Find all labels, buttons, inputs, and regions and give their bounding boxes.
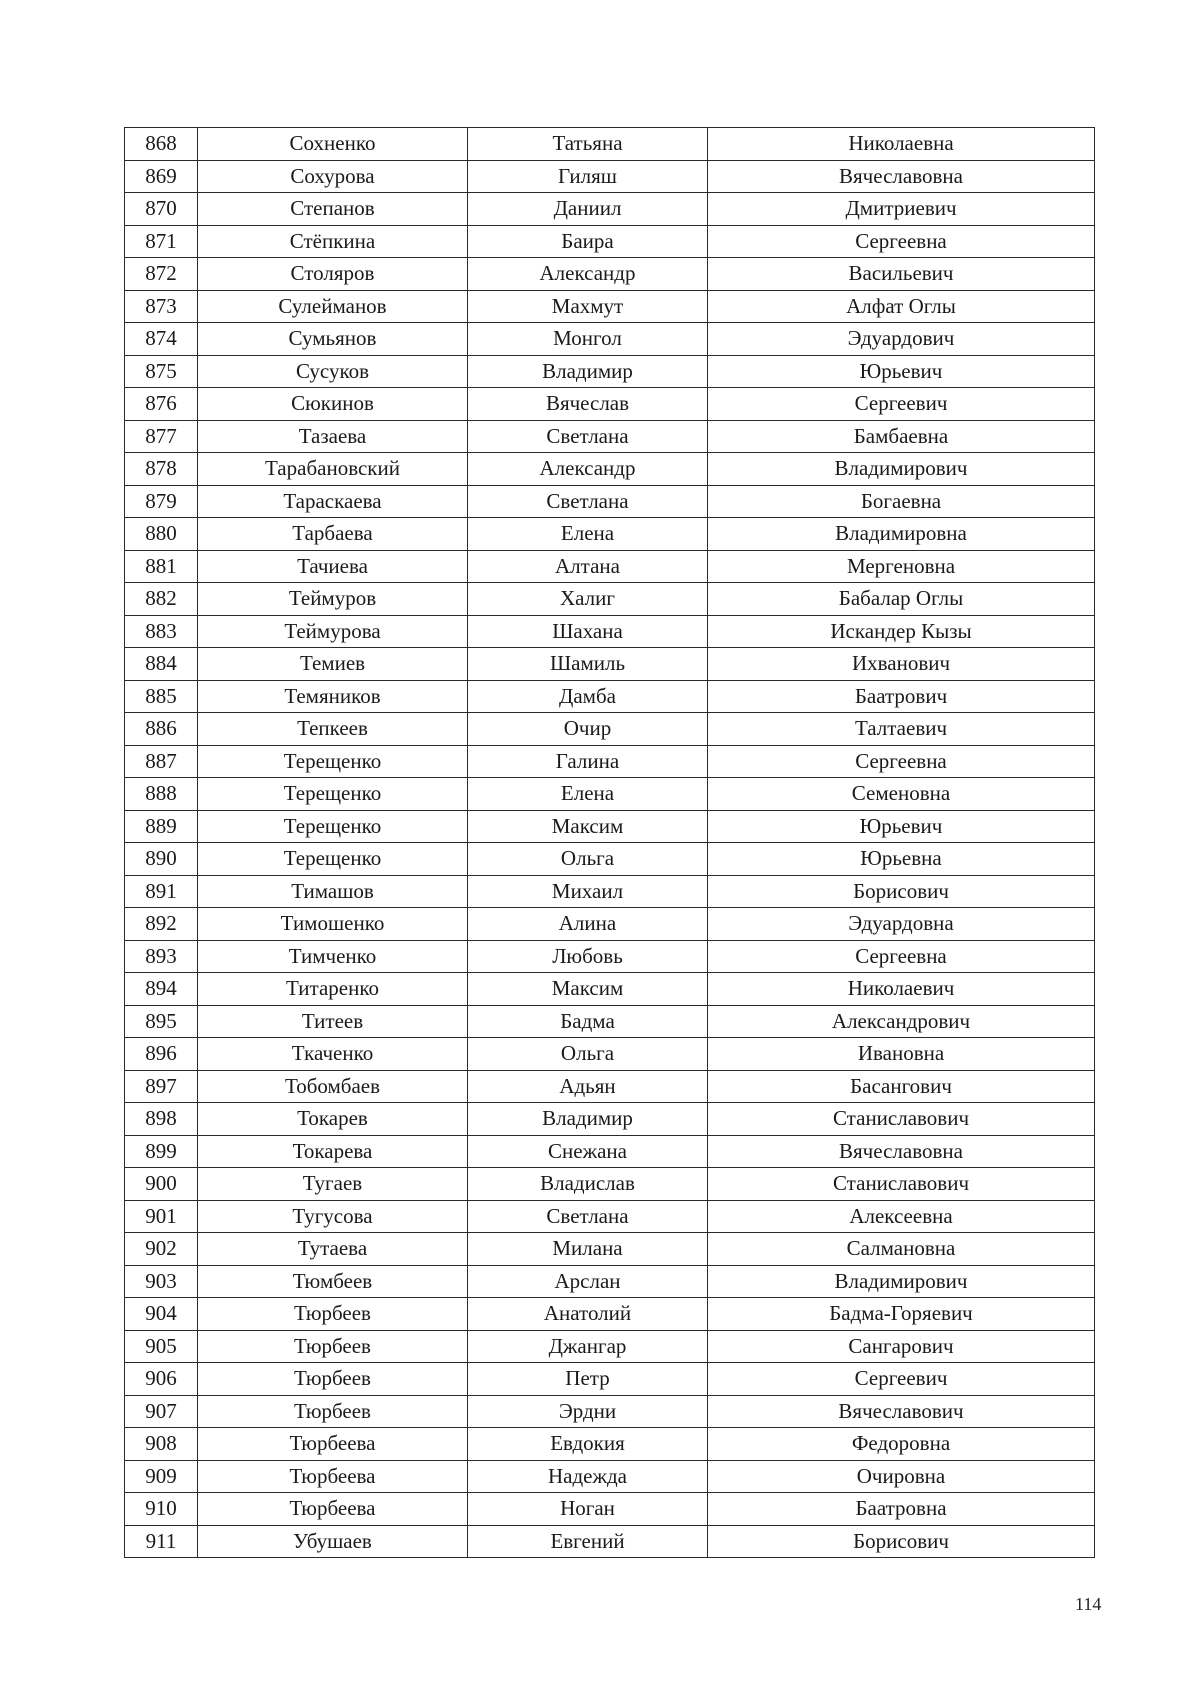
table-row: [125, 355, 1095, 388]
first-name-cell: Владимир: [468, 355, 708, 388]
table-row: [125, 843, 1095, 876]
patronymic-cell: Эдуардовна: [708, 908, 1095, 941]
row-number-cell: 886: [125, 713, 198, 746]
table-row: [125, 940, 1095, 973]
row-number-cell: 888: [125, 778, 198, 811]
last-name-cell: Стёпкина: [198, 225, 468, 258]
last-name-cell: Тутаева: [198, 1233, 468, 1266]
row-number-cell: 889: [125, 810, 198, 843]
patronymic-cell: Николаевна: [708, 128, 1095, 161]
row-number-cell: 891: [125, 875, 198, 908]
first-name-cell: Светлана: [468, 1200, 708, 1233]
last-name-cell: Тюрбеев: [198, 1330, 468, 1363]
patronymic-cell: Сергеевич: [708, 1363, 1095, 1396]
last-name-cell: Тепкеев: [198, 713, 468, 746]
table-row: [125, 323, 1095, 356]
patronymic-cell: Алфат Оглы: [708, 290, 1095, 323]
row-number-cell: 896: [125, 1038, 198, 1071]
last-name-cell: Тугусова: [198, 1200, 468, 1233]
row-number-cell: 877: [125, 420, 198, 453]
first-name-cell: Михаил: [468, 875, 708, 908]
last-name-cell: Токарев: [198, 1103, 468, 1136]
patronymic-cell: Борисович: [708, 1525, 1095, 1558]
patronymic-cell: Семеновна: [708, 778, 1095, 811]
row-number-cell: 905: [125, 1330, 198, 1363]
patronymic-cell: Бабалар Оглы: [708, 583, 1095, 616]
row-number-cell: 878: [125, 453, 198, 486]
last-name-cell: Титеев: [198, 1005, 468, 1038]
first-name-cell: Адьян: [468, 1070, 708, 1103]
first-name-cell: Шахана: [468, 615, 708, 648]
last-name-cell: Тюмбеев: [198, 1265, 468, 1298]
table-row: [125, 1428, 1095, 1461]
table-row: [125, 1265, 1095, 1298]
table-row: [125, 1525, 1095, 1558]
names-table-body: [125, 128, 1095, 1558]
table-row: [125, 388, 1095, 421]
row-number-cell: 903: [125, 1265, 198, 1298]
last-name-cell: Тобомбаев: [198, 1070, 468, 1103]
last-name-cell: Убушаев: [198, 1525, 468, 1558]
last-name-cell: Тазаева: [198, 420, 468, 453]
last-name-cell: Тюрбеев: [198, 1298, 468, 1331]
row-number-cell: 911: [125, 1525, 198, 1558]
row-number-cell: 883: [125, 615, 198, 648]
first-name-cell: Елена: [468, 778, 708, 811]
table-row: [125, 745, 1095, 778]
last-name-cell: Тугаев: [198, 1168, 468, 1201]
patronymic-cell: Басангович: [708, 1070, 1095, 1103]
patronymic-cell: Сангарович: [708, 1330, 1095, 1363]
first-name-cell: Алина: [468, 908, 708, 941]
row-number-cell: 901: [125, 1200, 198, 1233]
patronymic-cell: Искандер Кызы: [708, 615, 1095, 648]
table-row: [125, 1168, 1095, 1201]
first-name-cell: Татьяна: [468, 128, 708, 161]
table-row: [125, 778, 1095, 811]
last-name-cell: Темиев: [198, 648, 468, 681]
row-number-cell: 908: [125, 1428, 198, 1461]
table-row: [125, 680, 1095, 713]
row-number-cell: 875: [125, 355, 198, 388]
row-number-cell: 887: [125, 745, 198, 778]
first-name-cell: Елена: [468, 518, 708, 551]
patronymic-cell: Салмановна: [708, 1233, 1095, 1266]
table-row: [125, 1005, 1095, 1038]
table-row: [125, 1363, 1095, 1396]
row-number-cell: 870: [125, 193, 198, 226]
row-number-cell: 879: [125, 485, 198, 518]
table-row: [125, 1233, 1095, 1266]
patronymic-cell: Юрьевна: [708, 843, 1095, 876]
last-name-cell: Тарбаева: [198, 518, 468, 551]
first-name-cell: Милана: [468, 1233, 708, 1266]
row-number-cell: 881: [125, 550, 198, 583]
table-row: [125, 258, 1095, 291]
last-name-cell: Теймурова: [198, 615, 468, 648]
first-name-cell: Александр: [468, 453, 708, 486]
row-number-cell: 907: [125, 1395, 198, 1428]
first-name-cell: Шамиль: [468, 648, 708, 681]
row-number-cell: 897: [125, 1070, 198, 1103]
first-name-cell: Ольга: [468, 1038, 708, 1071]
first-name-cell: Александр: [468, 258, 708, 291]
patronymic-cell: Владимирович: [708, 1265, 1095, 1298]
table-row: [125, 550, 1095, 583]
table-row: [125, 713, 1095, 746]
patronymic-cell: Бамбаевна: [708, 420, 1095, 453]
last-name-cell: Терещенко: [198, 843, 468, 876]
first-name-cell: Максим: [468, 810, 708, 843]
first-name-cell: Галина: [468, 745, 708, 778]
row-number-cell: 890: [125, 843, 198, 876]
row-number-cell: 871: [125, 225, 198, 258]
patronymic-cell: Ихванович: [708, 648, 1095, 681]
last-name-cell: Токарева: [198, 1135, 468, 1168]
patronymic-cell: Вячеславовна: [708, 160, 1095, 193]
row-number-cell: 898: [125, 1103, 198, 1136]
last-name-cell: Титаренко: [198, 973, 468, 1006]
row-number-cell: 873: [125, 290, 198, 323]
last-name-cell: Ткаченко: [198, 1038, 468, 1071]
row-number-cell: 872: [125, 258, 198, 291]
patronymic-cell: Дмитриевич: [708, 193, 1095, 226]
names-table: [124, 127, 1095, 1558]
first-name-cell: Евгений: [468, 1525, 708, 1558]
table-row: [125, 648, 1095, 681]
table-row: [125, 1493, 1095, 1526]
last-name-cell: Терещенко: [198, 810, 468, 843]
last-name-cell: Тюрбеев: [198, 1395, 468, 1428]
row-number-cell: 874: [125, 323, 198, 356]
page-number: 114: [1075, 1594, 1102, 1614]
first-name-cell: Баира: [468, 225, 708, 258]
row-number-cell: 902: [125, 1233, 198, 1266]
first-name-cell: Бадма: [468, 1005, 708, 1038]
table-row: [125, 1200, 1095, 1233]
patronymic-cell: Бадма-Горяевич: [708, 1298, 1095, 1331]
last-name-cell: Тюрбеева: [198, 1493, 468, 1526]
first-name-cell: Дамба: [468, 680, 708, 713]
patronymic-cell: Владимирович: [708, 453, 1095, 486]
patronymic-cell: Сергеевна: [708, 225, 1095, 258]
row-number-cell: 885: [125, 680, 198, 713]
table-row: [125, 160, 1095, 193]
first-name-cell: Любовь: [468, 940, 708, 973]
first-name-cell: Петр: [468, 1363, 708, 1396]
first-name-cell: Снежана: [468, 1135, 708, 1168]
first-name-cell: Эрдни: [468, 1395, 708, 1428]
patronymic-cell: Алексеевна: [708, 1200, 1095, 1233]
patronymic-cell: Баатровна: [708, 1493, 1095, 1526]
last-name-cell: Тимошенко: [198, 908, 468, 941]
table-row: [125, 583, 1095, 616]
last-name-cell: Сусуков: [198, 355, 468, 388]
row-number-cell: 899: [125, 1135, 198, 1168]
table-row: [125, 1038, 1095, 1071]
first-name-cell: Монгол: [468, 323, 708, 356]
patronymic-cell: Станиславович: [708, 1168, 1095, 1201]
table-row: [125, 518, 1095, 551]
patronymic-cell: Николаевич: [708, 973, 1095, 1006]
row-number-cell: 909: [125, 1460, 198, 1493]
table-row: [125, 193, 1095, 226]
first-name-cell: Надежда: [468, 1460, 708, 1493]
table-row: [125, 908, 1095, 941]
row-number-cell: 893: [125, 940, 198, 973]
first-name-cell: Даниил: [468, 193, 708, 226]
table-row: [125, 290, 1095, 323]
table-row: [125, 453, 1095, 486]
table-row: [125, 1298, 1095, 1331]
last-name-cell: Сохненко: [198, 128, 468, 161]
table-row: [125, 420, 1095, 453]
patronymic-cell: Юрьевич: [708, 355, 1095, 388]
last-name-cell: Тюрбеев: [198, 1363, 468, 1396]
last-name-cell: Тюрбеева: [198, 1428, 468, 1461]
first-name-cell: Махмут: [468, 290, 708, 323]
first-name-cell: Светлана: [468, 485, 708, 518]
first-name-cell: Максим: [468, 973, 708, 1006]
table-row: [125, 973, 1095, 1006]
row-number-cell: 895: [125, 1005, 198, 1038]
last-name-cell: Тараскаева: [198, 485, 468, 518]
table-row: [125, 1330, 1095, 1363]
patronymic-cell: Сергеевна: [708, 745, 1095, 778]
last-name-cell: Сумьянов: [198, 323, 468, 356]
patronymic-cell: Богаевна: [708, 485, 1095, 518]
patronymic-cell: Очировна: [708, 1460, 1095, 1493]
row-number-cell: 900: [125, 1168, 198, 1201]
last-name-cell: Темяников: [198, 680, 468, 713]
patronymic-cell: Талтаевич: [708, 713, 1095, 746]
row-number-cell: 876: [125, 388, 198, 421]
last-name-cell: Степанов: [198, 193, 468, 226]
patronymic-cell: Станиславович: [708, 1103, 1095, 1136]
first-name-cell: Гиляш: [468, 160, 708, 193]
patronymic-cell: Эдуардович: [708, 323, 1095, 356]
table-row: [125, 225, 1095, 258]
last-name-cell: Терещенко: [198, 778, 468, 811]
patronymic-cell: Сергеевна: [708, 940, 1095, 973]
row-number-cell: 882: [125, 583, 198, 616]
patronymic-cell: Мергеновна: [708, 550, 1095, 583]
patronymic-cell: Сергеевич: [708, 388, 1095, 421]
first-name-cell: Анатолий: [468, 1298, 708, 1331]
last-name-cell: Терещенко: [198, 745, 468, 778]
table-row: [125, 1103, 1095, 1136]
patronymic-cell: Федоровна: [708, 1428, 1095, 1461]
table-row: [125, 615, 1095, 648]
first-name-cell: Алтана: [468, 550, 708, 583]
last-name-cell: Теймуров: [198, 583, 468, 616]
row-number-cell: 906: [125, 1363, 198, 1396]
last-name-cell: Тюрбеева: [198, 1460, 468, 1493]
row-number-cell: 894: [125, 973, 198, 1006]
last-name-cell: Сохурова: [198, 160, 468, 193]
patronymic-cell: Баатрович: [708, 680, 1095, 713]
first-name-cell: Халиг: [468, 583, 708, 616]
table-row: [125, 1070, 1095, 1103]
patronymic-cell: Вячеславович: [708, 1395, 1095, 1428]
table-row: [125, 1460, 1095, 1493]
patronymic-cell: Александрович: [708, 1005, 1095, 1038]
patronymic-cell: Ивановна: [708, 1038, 1095, 1071]
first-name-cell: Арслан: [468, 1265, 708, 1298]
table-row: [125, 875, 1095, 908]
last-name-cell: Сюкинов: [198, 388, 468, 421]
last-name-cell: Столяров: [198, 258, 468, 291]
row-number-cell: 880: [125, 518, 198, 551]
row-number-cell: 869: [125, 160, 198, 193]
last-name-cell: Тимченко: [198, 940, 468, 973]
last-name-cell: Тарабановский: [198, 453, 468, 486]
first-name-cell: Ноган: [468, 1493, 708, 1526]
first-name-cell: Вячеслав: [468, 388, 708, 421]
first-name-cell: Владимир: [468, 1103, 708, 1136]
row-number-cell: 892: [125, 908, 198, 941]
row-number-cell: 904: [125, 1298, 198, 1331]
last-name-cell: Тачиева: [198, 550, 468, 583]
last-name-cell: Тимашов: [198, 875, 468, 908]
first-name-cell: Ольга: [468, 843, 708, 876]
table-row: [125, 1135, 1095, 1168]
row-number-cell: 884: [125, 648, 198, 681]
table-row: [125, 128, 1095, 161]
row-number-cell: 868: [125, 128, 198, 161]
first-name-cell: Светлана: [468, 420, 708, 453]
table-row: [125, 1395, 1095, 1428]
table-row: [125, 810, 1095, 843]
patronymic-cell: Юрьевич: [708, 810, 1095, 843]
patronymic-cell: Борисович: [708, 875, 1095, 908]
first-name-cell: Евдокия: [468, 1428, 708, 1461]
patronymic-cell: Васильевич: [708, 258, 1095, 291]
first-name-cell: Очир: [468, 713, 708, 746]
first-name-cell: Джангар: [468, 1330, 708, 1363]
first-name-cell: Владислав: [468, 1168, 708, 1201]
row-number-cell: 910: [125, 1493, 198, 1526]
patronymic-cell: Владимировна: [708, 518, 1095, 551]
last-name-cell: Сулейманов: [198, 290, 468, 323]
patronymic-cell: Вячеславовна: [708, 1135, 1095, 1168]
table-row: [125, 485, 1095, 518]
